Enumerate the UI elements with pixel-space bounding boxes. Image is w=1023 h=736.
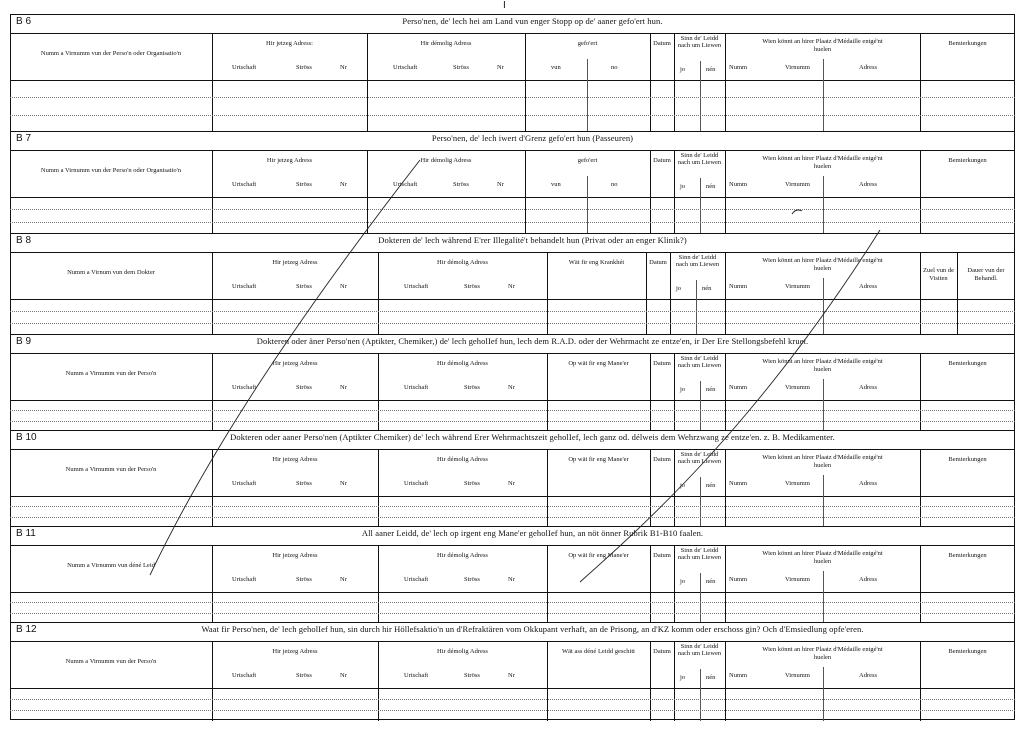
column-remarks: Bemierkungen: [948, 456, 987, 463]
alive-no-label: nén: [706, 183, 716, 190]
column-medal-recipient: Wien könnt an hirer Plaatz d'Médaille entgé'nt huelen: [762, 257, 883, 272]
alive-no-label: nén: [702, 285, 712, 292]
column-medal-recipient: Wien könnt an hirer Plaatz d'Médaille entgé'nt huelen: [762, 550, 883, 565]
column-mid-title: Wät fir eng Krankhét: [568, 259, 625, 266]
column-address-former: Hir démolig Adress: [437, 456, 488, 463]
route-to-label: no: [611, 64, 618, 71]
medal-address-label: Adress: [859, 181, 878, 188]
column-address-current: Hir jetzeg Adress: [272, 648, 318, 655]
column-alive: Sinn de' Leidd nach um Liewen: [677, 355, 722, 369]
address-street-label: Ströss: [296, 283, 312, 290]
address-number-label: Nr: [340, 283, 347, 290]
address-number-label: Nr: [508, 283, 515, 290]
column-alive: Sinn de' Leidd nach um Liewen: [677, 35, 722, 49]
column-address-former: Hir démolig Adress: [420, 40, 472, 47]
column-name: Numm a Virnumm vun der Perso'n oder Organisatio'n: [40, 50, 182, 57]
column-medal-recipient: Wien könnt an hirer Plaatz d'Médaille entgé'nt huelen: [762, 155, 883, 170]
address-town-label: Urtschaft: [232, 576, 257, 583]
section-code: B 7: [16, 133, 32, 144]
column-name: Numm a Virnumm vun der Perso'n oder Organisatio'n: [40, 167, 182, 174]
medal-name-label: Numm: [729, 64, 748, 71]
column-mid-title: Op wät fir eng Mane'er: [568, 456, 629, 463]
column-date: Datum: [653, 360, 671, 367]
column-alive: Sinn de' Leidd nach um Liewen: [677, 451, 722, 465]
route-from-label: vun: [551, 181, 561, 188]
alive-no-label: nén: [706, 386, 716, 393]
column-date: Datum: [653, 552, 671, 559]
address-town-label: Urtschaft: [232, 480, 257, 487]
column-mid-title: gefo'ert: [577, 40, 598, 47]
medal-name-label: Numm: [729, 181, 748, 188]
address-street-label: Ströss: [296, 672, 312, 679]
address-town-label: Urtschaft: [232, 283, 257, 290]
address-town-label: Urtschaft: [404, 480, 429, 487]
section-title: Dokteren de' lech während E'rer Illegalité't behandelt hun (Privat oder an enger Klinik?): [378, 235, 687, 245]
column-medal-recipient: Wien könnt an hirer Plaatz d'Médaille entgé'nt huelen: [762, 38, 883, 53]
section-title: Perso'nen, de' lech hei am Land vun enger Stopp op de' aaner gefo'ert hun.: [402, 16, 663, 26]
alive-yes-label: jo: [680, 674, 686, 681]
address-street-label: Ströss: [296, 384, 312, 391]
column-date: Datum: [653, 648, 671, 655]
medal-address-label: Adress: [859, 672, 878, 679]
alive-no-label: nén: [706, 482, 716, 489]
address-number-label: Nr: [497, 181, 504, 188]
alive-no-label: nén: [706, 674, 716, 681]
column-date: Datum: [653, 456, 671, 463]
column-alive: Sinn de' Leidd nach um Liewen: [677, 152, 722, 166]
medal-firstname-label: Virnumm: [785, 384, 810, 391]
address-town-label: Urtschaft: [232, 64, 257, 71]
alive-yes-label: jo: [676, 285, 682, 292]
address-street-label: Ströss: [453, 181, 469, 188]
alive-yes-label: jo: [680, 386, 686, 393]
column-name: Numm a Virnumm vun der Perso'n: [65, 658, 157, 665]
medal-firstname-label: Virnumm: [785, 64, 810, 71]
column-alive: Sinn de' Leidd nach um Liewen: [677, 547, 722, 561]
column-name: Numm a Virnum vun dem Dokter: [67, 269, 155, 276]
column-date: Datum: [649, 259, 667, 266]
address-town-label: Urtschaft: [393, 181, 418, 188]
column-medal-recipient: Wien könnt an hirer Plaatz d'Médaille entgé'nt huelen: [762, 358, 883, 373]
column-address-current: Hir jetzeg Adress: [272, 360, 318, 367]
column-name: Numm a Virnumm vun der Perso'n: [65, 370, 157, 377]
address-street-label: Ströss: [464, 672, 480, 679]
medal-firstname-label: Virnumm: [785, 672, 810, 679]
section-code: B 6: [16, 16, 32, 27]
address-town-label: Urtschaft: [404, 283, 429, 290]
alive-yes-label: jo: [680, 183, 686, 190]
address-number-label: Nr: [508, 480, 515, 487]
column-name: Numm a Virnumm vun der Perso'n: [65, 466, 157, 473]
alive-yes-label: jo: [680, 578, 686, 585]
address-number-label: Nr: [340, 181, 347, 188]
address-town-label: Urtschaft: [232, 181, 257, 188]
address-street-label: Ströss: [464, 480, 480, 487]
column-mid-title: Op wät fir eng Mane'er: [568, 360, 629, 367]
medal-address-label: Adress: [859, 576, 878, 583]
medal-firstname-label: Virnumm: [785, 480, 810, 487]
column-date: Datum: [653, 40, 671, 47]
section-title: Perso'nen, de' lech iwert d'Grenz gefo'ert hun (Passeuren): [431, 133, 634, 143]
medal-address-label: Adress: [859, 64, 878, 71]
column-address-current: Hir jetzeg Adress: [266, 157, 313, 164]
address-town-label: Urtschaft: [404, 672, 429, 679]
section-title: Dokteren oder aaner Perso'nen (Aptikter Chemiker) de' lech während Erer Wehrmachtszeit geholIef, lech ganz od. délweis dem Wehrzwang ze entze'en. z. B. Medikamenter.: [230, 432, 835, 442]
column-remarks: Bemierkungen: [948, 552, 987, 559]
column-address-current: Hir jetzeg Adress: [272, 552, 318, 559]
address-street-label: Ströss: [464, 384, 480, 391]
column-alive: Sinn de' Leidd nach um Liewen: [677, 643, 722, 657]
section-title: All aaner Leidd, de' lech op irgent eng Mane'er geholIef hun, an nöt önner Rubrik B1-B10 faalen.: [361, 528, 704, 538]
section-code: B 12: [16, 624, 37, 635]
address-town-label: Urtschaft: [232, 384, 257, 391]
column-remarks: Bemierkungen: [948, 40, 987, 47]
address-number-label: Nr: [340, 672, 347, 679]
address-number-label: Nr: [508, 384, 515, 391]
column-name: Numm a Virnumm vun déné Leid: [67, 562, 155, 569]
column-mid-title: gefo'ert: [577, 157, 598, 164]
address-street-label: Ströss: [296, 480, 312, 487]
section-code: B 8: [16, 235, 32, 246]
address-street-label: Ströss: [296, 64, 312, 71]
medal-firstname-label: Virnumm: [785, 576, 810, 583]
page-mark: I: [503, 0, 506, 11]
column-address-former: Hir démolig Adress: [437, 360, 488, 367]
address-number-label: Nr: [340, 64, 347, 71]
address-street-label: Ströss: [296, 576, 312, 583]
medal-name-label: Numm: [729, 283, 748, 290]
column-address-current: Hir jetzeg Adress: [272, 259, 318, 266]
route-to-label: no: [611, 181, 618, 188]
column-alive: Sinn de' Leidd nach um Liewen: [675, 254, 720, 268]
medal-name-label: Numm: [729, 384, 748, 391]
address-street-label: Ströss: [296, 181, 312, 188]
column-address-former: Hir démolig Adress: [437, 648, 488, 655]
medal-firstname-label: Virnumm: [785, 181, 810, 188]
column-remarks: Bemierkungen: [948, 157, 987, 164]
medal-address-label: Adress: [859, 480, 878, 487]
column-date: Datum: [653, 157, 671, 164]
medal-name-label: Numm: [729, 576, 748, 583]
address-number-label: Nr: [508, 672, 515, 679]
alive-yes-label: jo: [680, 482, 686, 489]
section-code: B 10: [16, 432, 37, 443]
address-street-label: Ströss: [453, 64, 469, 71]
section-code: B 11: [16, 528, 36, 539]
column-visits-count: Zuel vun de Visiten: [922, 267, 955, 282]
address-number-label: Nr: [508, 576, 515, 583]
column-remarks: Bemierkungen: [948, 648, 987, 655]
alive-yes-label: jo: [680, 66, 686, 73]
section-title: Waat fir Perso'nen, de' lech geholIef hun, sin durch hir Höllefsaktio'n un d'Refraktären vom Okkupant verhaft, an de Prisong, an d'KZ komm oder erschoss gin? Och d'Emsiedlung opfe'eren.: [201, 624, 864, 634]
medal-firstname-label: Virnumm: [785, 283, 810, 290]
medal-address-label: Adress: [859, 384, 878, 391]
column-address-current: Hir jetzeg Adress:: [266, 40, 313, 47]
column-mid-title: Op wät fir eng Mane'er: [568, 552, 629, 559]
address-number-label: Nr: [497, 64, 504, 71]
column-address-former: Hir démolig Adress: [437, 552, 488, 559]
address-town-label: Urtschaft: [232, 672, 257, 679]
column-remarks: Bemierkungen: [948, 360, 987, 367]
alive-no-label: nén: [706, 66, 716, 73]
address-town-label: Urtschaft: [393, 64, 418, 71]
address-number-label: Nr: [340, 576, 347, 583]
address-town-label: Urtschaft: [404, 576, 429, 583]
address-street-label: Ströss: [464, 283, 480, 290]
section-code: B 9: [16, 336, 32, 347]
medal-name-label: Numm: [729, 480, 748, 487]
address-number-label: Nr: [340, 384, 347, 391]
route-from-label: vun: [551, 64, 561, 71]
column-address-former: Hir démolig Adress: [437, 259, 488, 266]
address-street-label: Ströss: [464, 576, 480, 583]
column-address-current: Hir jetzeg Adress: [272, 456, 318, 463]
column-treatment-duration: Dauer vun der Behandl.: [967, 267, 1005, 282]
address-town-label: Urtschaft: [404, 384, 429, 391]
column-address-former: Hir démolig Adress: [420, 157, 472, 164]
column-medal-recipient: Wien könnt an hirer Plaatz d'Médaille entgé'nt huelen: [762, 646, 883, 661]
section-title: Dokteren oder äner Perso'nen (Aptikter, Chemiker,) de' lech geholIef hun, lech dem R.A.D. oder der Wehrmacht ze entze'en, ir Der Ere Stellongsbefehl kruet.: [256, 336, 809, 346]
address-number-label: Nr: [340, 480, 347, 487]
medal-name-label: Numm: [729, 672, 748, 679]
column-medal-recipient: Wien könnt an hirer Plaatz d'Médaille entgé'nt huelen: [762, 454, 883, 469]
column-mid-title: Wät ass déné Leidd geschitt: [562, 648, 635, 655]
alive-no-label: nén: [706, 578, 716, 585]
medal-address-label: Adress: [859, 283, 878, 290]
